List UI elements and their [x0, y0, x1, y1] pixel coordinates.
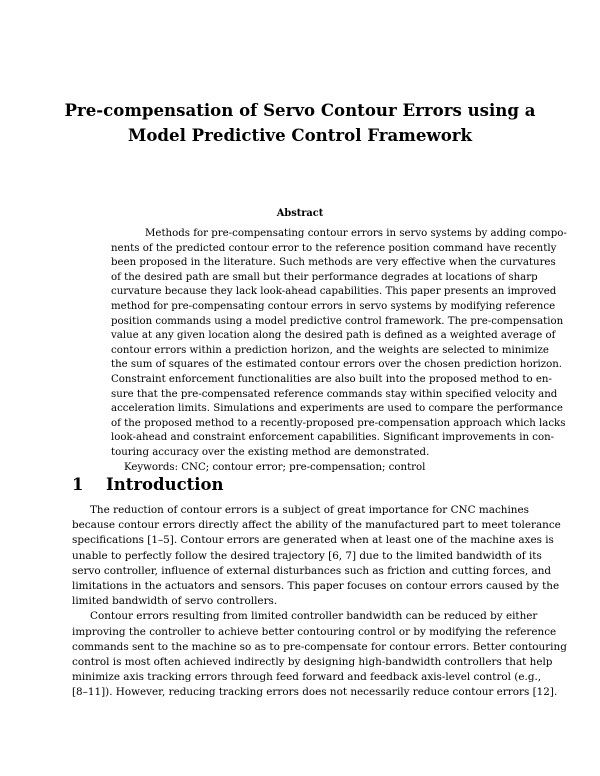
- abstract-body: [111, 227, 567, 475]
- keywords: Keywords: CNC; contour error; pre-compensation; control: [124, 461, 426, 473]
- abstract-line: acceleration limits. Simulations and experiments are used to compare the performance: [111, 403, 563, 415]
- title-line: Pre-compensation of Servo Contour Errors using a: [64, 100, 536, 120]
- body-line: unable to perfectly follow the desired trajectory [6, 7] due to the limited bandwidth of its: [72, 549, 542, 562]
- abstract-line: contour errors within a prediction horizon, and the weights are selected to minimize: [111, 344, 549, 356]
- abstract-line: been proposed in the literature. Such methods are very effective when the curvatures: [111, 257, 556, 269]
- section-title: Introduction: [106, 475, 224, 494]
- abstract-line: Constraint enforcement functionalities are also built into the proposed method to en-: [111, 373, 552, 385]
- paper-title: [60, 98, 540, 148]
- abstract-heading: Abstract: [276, 208, 324, 219]
- body-line: commands sent to the machine so as to pre-compensate for contour errors. Better contouring: [72, 640, 567, 653]
- body-line: minimize axis tracking errors through feed forward and feedback axis-level control (e.g.,: [72, 671, 542, 684]
- section-body: [72, 503, 567, 701]
- body-line: control is most often achieved indirectly by designing high-bandwidth controllers that help: [72, 656, 553, 669]
- body-line: limited bandwidth of servo controllers.: [72, 595, 278, 608]
- abstract-line: of the proposed method to a recently-proposed pre-compensation approach which lacks: [111, 417, 566, 429]
- title-line: Model Predictive Control Framework: [128, 125, 472, 145]
- abstract-line: Methods for pre-compensating contour errors in servo systems by adding compo-: [145, 228, 567, 239]
- abstract-line: method for pre-compensating contour errors in servo systems by modifying reference: [111, 300, 556, 312]
- abstract-line: look-ahead and constraint enforcement capabilities. Significant improvements in con-: [111, 432, 555, 444]
- abstract-line: curvature because they lack look-ahead capabilities. This paper presents an improved: [111, 286, 557, 298]
- abstract-line: value at any given location along the desired path is defined as a weighted average of: [111, 330, 556, 342]
- section-number: 1: [72, 475, 84, 494]
- body-line: The reduction of contour errors is a subject of great importance for CNC machines: [90, 504, 529, 516]
- abstract-line: sure that the pre-compensated reference commands stay within specified velocity and: [111, 388, 558, 400]
- body-line: Contour errors resulting from limited controller bandwidth can be reduced by either: [90, 610, 538, 623]
- section-heading: [72, 475, 224, 494]
- body-line: servo controller, influence of external disturbances such as friction and cutting forces, and: [72, 564, 552, 577]
- abstract-line: of the desired path are small but their performance degrades at locations of sharp: [111, 271, 538, 283]
- body-line: specifications [1–5]. Contour errors are generated when at least one of the machine axes is: [72, 534, 554, 547]
- body-line: because contour errors directly affect the ability of the manufactured part to meet tolerance: [72, 519, 561, 532]
- abstract-line: touring accuracy over the existing method are demonstrated.: [111, 446, 430, 458]
- body-line: [8–11]). However, reducing tracking errors does not necessarily reduce contour errors [12].: [72, 686, 558, 699]
- body-line: improving the controller to achieve better contouring control or by modifying the reference: [72, 625, 557, 638]
- abstract-line: the sum of squares of the estimated contour errors over the chosen prediction horizon.: [111, 359, 563, 371]
- body-line: limitations in the actuators and sensors. This paper focuses on contour errors caused by the: [72, 580, 560, 593]
- abstract-line: position commands using a model predictive control framework. The pre-compensation: [111, 315, 564, 327]
- abstract-line: nents of the predicted contour error to the reference position command have recently: [111, 242, 557, 254]
